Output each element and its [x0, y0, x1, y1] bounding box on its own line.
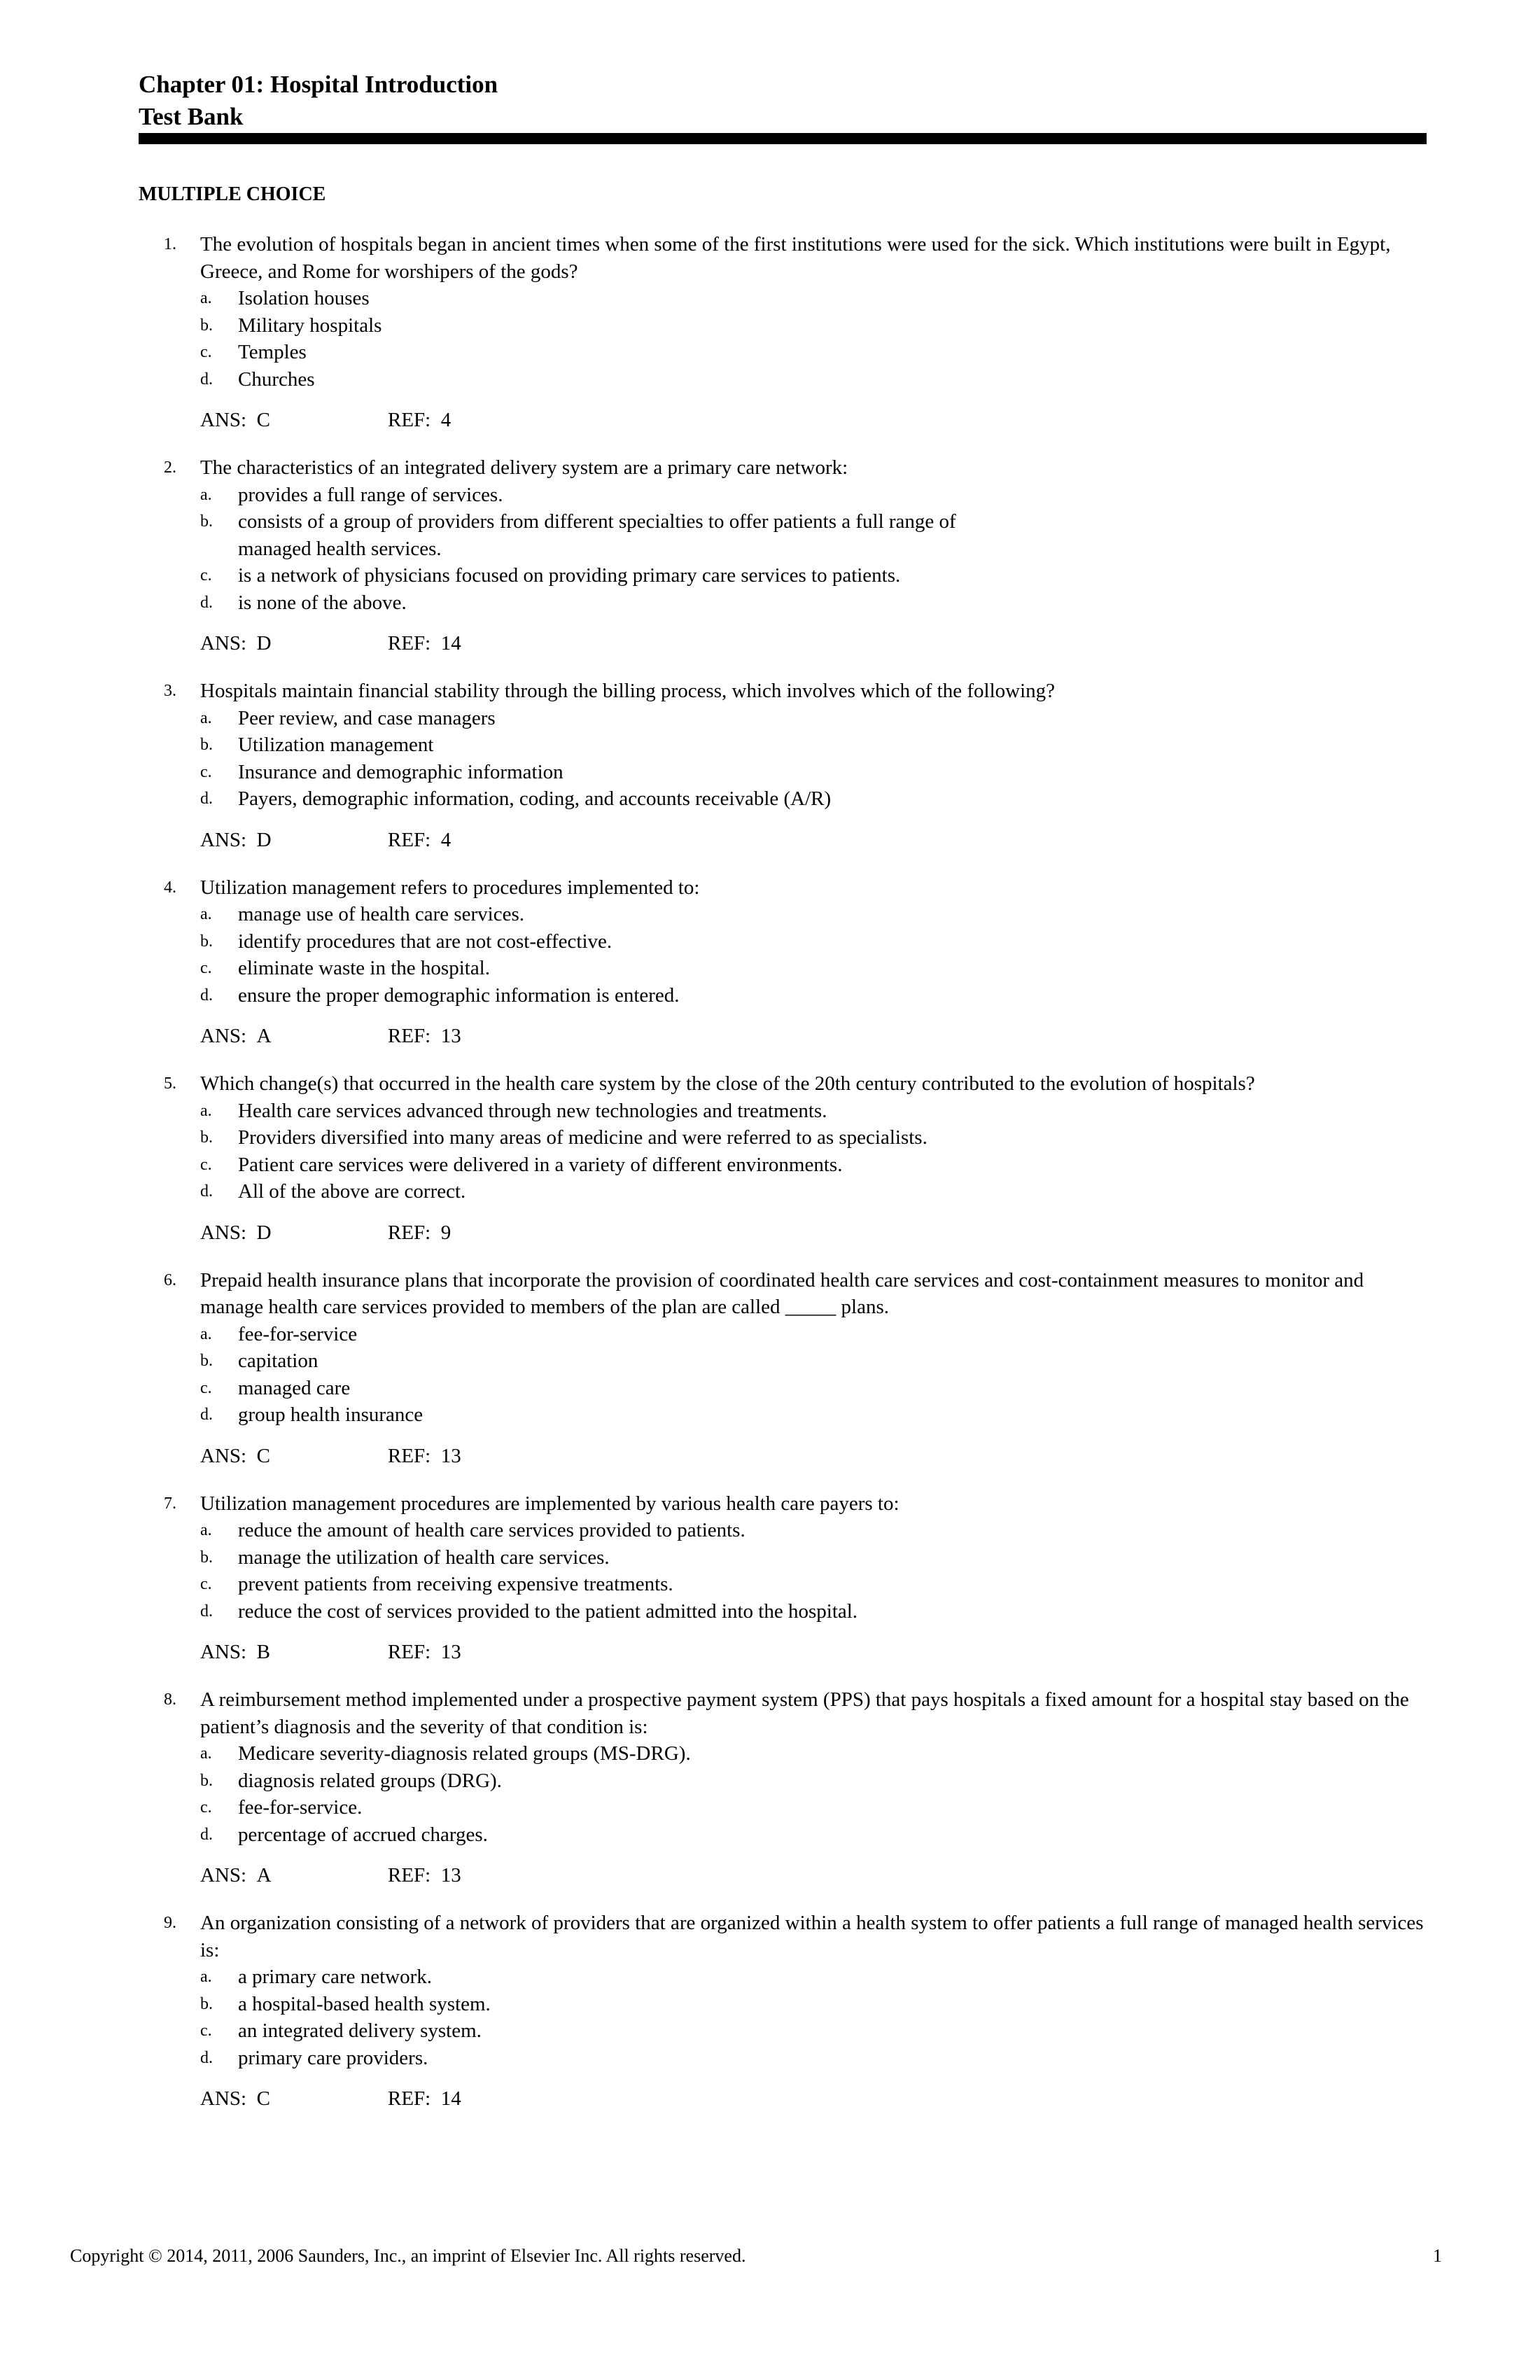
question-number: 8. — [164, 1690, 176, 1709]
question-number: 2. — [164, 458, 176, 477]
reference-prefix: REF: — [388, 1641, 431, 1663]
reference-value: 13 — [440, 1444, 461, 1467]
option-letter: c. — [200, 566, 212, 584]
answer-option — [200, 1152, 1427, 1179]
question-text: Utilization management procedures are implemented by various health care payers to: — [200, 1492, 899, 1515]
option-text: Medicare severity-diagnosis related groups (MS-DRG). — [238, 1742, 691, 1765]
option-letter: a. — [200, 289, 212, 307]
copyright-notice: Copyright © 2014, 2011, 2006 Saunders, Inc., an imprint of Elsevier Inc. All rights reserved. — [70, 2246, 746, 2266]
answer-option — [200, 901, 1427, 928]
answer-option — [200, 339, 1427, 366]
option-text: diagnosis related groups (DRG). — [238, 1769, 502, 1792]
answer-key — [200, 1443, 388, 1470]
option-letter: c. — [200, 343, 212, 361]
answer-prefix: ANS: — [200, 632, 247, 654]
option-letter: c. — [200, 2022, 212, 2040]
option-text: percentage of accrued charges. — [238, 1823, 488, 1846]
option-text: reduce the amount of health care services provided to patients. — [238, 1519, 746, 1541]
reference-prefix: REF: — [388, 1864, 431, 1886]
option-text: a primary care network. — [238, 1966, 432, 1988]
answer-value: B — [256, 1641, 270, 1663]
reference-value: 13 — [440, 1025, 461, 1047]
reference-prefix: REF: — [388, 1444, 431, 1467]
option-text: Insurance and demographic information — [238, 760, 564, 783]
option-letter: b. — [200, 316, 213, 335]
answer-prefix: ANS: — [200, 1444, 247, 1467]
answer-options — [200, 285, 1427, 393]
document-subtitle: Test Bank — [139, 103, 244, 130]
answer-option — [200, 1178, 1427, 1205]
answer-key — [200, 1862, 388, 1889]
option-text: Churches — [238, 368, 315, 391]
reference-prefix: REF: — [388, 828, 431, 851]
option-letter: d. — [200, 370, 213, 388]
answer-value: C — [256, 409, 270, 431]
option-letter: b. — [200, 1352, 213, 1370]
answer-options — [200, 705, 1427, 813]
answer-options — [200, 1963, 1427, 2071]
option-text: a hospital-based health system. — [238, 1992, 491, 2015]
answer-prefix: ANS: — [200, 2087, 247, 2110]
option-text: consists of a group of providers from different specialties to offer patients a full range of managed health services. — [238, 510, 956, 560]
reference-value: 4 — [440, 409, 451, 431]
answer-option — [200, 2017, 1427, 2045]
answer-prefix: ANS: — [200, 1864, 247, 1886]
reference-value: 14 — [440, 632, 461, 654]
option-text: an integrated delivery system. — [238, 2019, 482, 2042]
chapter-title: Chapter 01: Hospital Introduction — [139, 71, 498, 98]
answer-value: D — [256, 828, 272, 851]
question-text: Utilization management refers to procedures implemented to: — [200, 876, 700, 899]
option-letter: a. — [200, 1968, 212, 1986]
option-letter: b. — [200, 932, 213, 951]
reference — [388, 632, 461, 654]
reference-value: 13 — [440, 1864, 461, 1886]
answer-key-line — [200, 630, 1427, 657]
answer-option — [200, 1098, 1427, 1125]
option-text: All of the above are correct. — [238, 1180, 466, 1203]
question-text: The evolution of hospitals began in ancient times when some of the first institutions were used for the sick. Which institutions were built in Egypt, Greece, and Rome for worshipers of the gods? — [200, 233, 1391, 283]
option-text: is none of the above. — [238, 591, 407, 614]
page-header — [139, 69, 1427, 133]
option-text: reduce the cost of services provided to the patient admitted into the hospital. — [238, 1600, 858, 1623]
option-text: Patient care services were delivered in a variety of different environments. — [238, 1153, 843, 1176]
option-letter: d. — [200, 1602, 213, 1620]
question-item — [139, 678, 1427, 853]
option-text: Isolation houses — [238, 287, 370, 309]
answer-prefix: ANS: — [200, 1221, 247, 1244]
option-text: eliminate waste in the hospital. — [238, 957, 490, 979]
answer-option — [200, 759, 1427, 786]
reference-prefix: REF: — [388, 2087, 431, 2110]
answer-value: A — [256, 1864, 272, 1886]
reference — [388, 829, 451, 851]
answer-option — [200, 1517, 1427, 1544]
question-text: The characteristics of an integrated delivery system are a primary care network: — [200, 456, 848, 479]
option-letter: c. — [200, 1575, 212, 1593]
question-number: 7. — [164, 1494, 176, 1513]
option-text: Temples — [238, 341, 307, 363]
reference-value: 14 — [440, 2087, 461, 2110]
option-text: Military hospitals — [238, 314, 382, 337]
option-letter: c. — [200, 959, 212, 977]
question-text: Which change(s) that occurred in the health care system by the close of the 20th century contributed to the evolution of hospitals? — [200, 1072, 1255, 1095]
reference — [388, 2087, 461, 2110]
question-number: 4. — [164, 878, 176, 897]
option-text: identify procedures that are not cost-effective. — [238, 930, 612, 953]
answer-prefix: ANS: — [200, 828, 247, 851]
question-item — [139, 1910, 1427, 2112]
option-text: manage the utilization of health care services. — [238, 1546, 610, 1569]
answer-key-line — [200, 1023, 1427, 1049]
option-text: capitation — [238, 1350, 318, 1372]
reference-prefix: REF: — [388, 632, 431, 654]
answer-option — [200, 1821, 1427, 1849]
answer-option — [200, 982, 1427, 1009]
option-letter: d. — [200, 2048, 213, 2067]
reference — [388, 1025, 461, 1047]
reference-prefix: REF: — [388, 1025, 431, 1047]
option-letter: a. — [200, 1324, 212, 1343]
option-text: group health insurance — [238, 1404, 424, 1426]
option-letter: c. — [200, 1378, 212, 1397]
answer-value: D — [256, 632, 272, 654]
answer-option — [200, 732, 1427, 759]
option-text: primary care providers. — [238, 2046, 428, 2069]
answer-value: D — [256, 1221, 272, 1244]
reference-value: 9 — [440, 1221, 451, 1244]
answer-options — [200, 482, 1427, 617]
answer-option — [200, 482, 1427, 509]
answer-option — [200, 589, 1427, 617]
option-letter: c. — [200, 1798, 212, 1816]
answer-option — [200, 1375, 1427, 1402]
answer-options — [200, 1740, 1427, 1848]
option-letter: d. — [200, 790, 213, 808]
question-item — [139, 1267, 1427, 1469]
option-letter: d. — [200, 593, 213, 612]
answer-option — [200, 1963, 1427, 1991]
answer-value: C — [256, 2087, 270, 2110]
question-number: 1. — [164, 235, 176, 253]
reference — [388, 1864, 461, 1886]
answer-option — [200, 1401, 1427, 1429]
answer-options — [200, 901, 1427, 1009]
reference — [388, 1222, 451, 1244]
answer-option — [200, 1321, 1427, 1348]
answer-option — [200, 1740, 1427, 1768]
option-letter: d. — [200, 1182, 213, 1200]
answer-option — [200, 1794, 1427, 1821]
question-list — [139, 231, 1427, 2133]
option-letter: a. — [200, 708, 212, 727]
option-text: is a network of physicians focused on providing primary care services to patients. — [238, 564, 901, 587]
answer-key — [200, 1639, 388, 1666]
option-letter: b. — [200, 1994, 213, 2013]
option-letter: a. — [200, 905, 212, 923]
option-text: ensure the proper demographic information is entered. — [238, 983, 680, 1007]
option-text: provides a full range of services. — [238, 483, 503, 506]
option-letter: b. — [200, 512, 213, 531]
answer-option — [200, 312, 1427, 340]
answer-key-line — [200, 827, 1427, 853]
option-text: fee-for-service. — [238, 1796, 363, 1819]
answer-value: C — [256, 1444, 270, 1467]
question-item — [139, 874, 1427, 1050]
page-number: 1 — [1433, 2246, 1442, 2266]
answer-option — [200, 2045, 1427, 2072]
question-item — [139, 454, 1427, 657]
option-letter: a. — [200, 1744, 212, 1763]
option-letter: b. — [200, 736, 213, 754]
answer-key — [200, 407, 388, 434]
answer-key — [200, 2085, 388, 2113]
option-text: Health care services advanced through new technologies and treatments. — [238, 1099, 827, 1122]
header-rule — [139, 133, 1427, 144]
answer-option — [200, 1991, 1427, 2018]
answer-prefix: ANS: — [200, 1025, 247, 1047]
question-text: An organization consisting of a network of providers that are organized within a health system to offer patients a full range of managed health services is: — [200, 1912, 1424, 1961]
answer-option — [200, 955, 1427, 982]
answer-value: A — [256, 1025, 272, 1047]
answer-option — [200, 1348, 1427, 1375]
answer-options — [200, 1098, 1427, 1205]
section-heading: MULTIPLE CHOICE — [139, 183, 326, 205]
question-item — [139, 1686, 1427, 1889]
question-number: 6. — [164, 1270, 176, 1289]
answer-prefix: ANS: — [200, 409, 247, 431]
option-letter: c. — [200, 762, 212, 781]
answer-option — [200, 705, 1427, 732]
reference-value: 13 — [440, 1641, 461, 1663]
option-letter: b. — [200, 1548, 213, 1567]
answer-option — [200, 366, 1427, 393]
answer-option — [200, 1768, 1427, 1795]
answer-key — [200, 1219, 388, 1247]
reference — [388, 1445, 461, 1467]
answer-option — [200, 1598, 1427, 1625]
answer-option — [200, 1124, 1427, 1152]
option-letter: b. — [200, 1128, 213, 1147]
answer-key-line — [200, 1443, 1427, 1469]
reference — [388, 409, 451, 431]
option-text: managed care — [238, 1376, 351, 1399]
option-text: prevent patients from receiving expensive treatments. — [238, 1573, 673, 1595]
option-text: fee-for-service — [238, 1322, 358, 1345]
option-letter: d. — [200, 986, 213, 1004]
option-letter: d. — [200, 1406, 213, 1424]
question-number: 5. — [164, 1074, 176, 1093]
answer-key-line — [200, 1639, 1427, 1665]
answer-key-line — [200, 1219, 1427, 1246]
answer-option — [200, 1571, 1427, 1598]
answer-prefix: ANS: — [200, 1641, 247, 1663]
option-letter: c. — [200, 1155, 212, 1174]
option-text: Peer review, and case managers — [238, 706, 496, 729]
answer-option — [200, 928, 1427, 955]
answer-key-line — [200, 407, 1427, 433]
answer-key — [200, 827, 388, 854]
answer-key-line — [200, 1862, 1427, 1889]
reference-prefix: REF: — [388, 1221, 431, 1244]
answer-key — [200, 630, 388, 657]
question-text: A reimbursement method implemented under a prospective payment system (PPS) that pays hospitals a fixed amount for a hospital stay based on the patient’s diagnosis and the severity of that condition is: — [200, 1688, 1409, 1738]
question-item — [139, 1490, 1427, 1666]
question-text: Prepaid health insurance plans that incorporate the provision of coordinated health care services and cost-containment measures to monitor and manage health care services provided to members of the plan are called _____ plans. — [200, 1268, 1364, 1318]
answer-option — [200, 285, 1427, 312]
answer-option — [200, 508, 1427, 562]
answer-option — [200, 1544, 1427, 1572]
option-text: Utilization management — [238, 734, 434, 756]
question-number: 3. — [164, 682, 176, 700]
option-letter: a. — [200, 1521, 212, 1539]
answer-options — [200, 1321, 1427, 1429]
option-letter: d. — [200, 1825, 213, 1844]
option-text: Payers, demographic information, coding, and accounts receivable (A/R) — [238, 788, 832, 810]
option-text: manage use of health care services. — [238, 903, 525, 925]
reference-value: 4 — [440, 828, 451, 851]
option-letter: b. — [200, 1771, 213, 1790]
answer-option — [200, 785, 1427, 813]
question-item — [139, 231, 1427, 433]
question-item — [139, 1070, 1427, 1246]
question-number: 9. — [164, 1914, 176, 1932]
question-text: Hospitals maintain financial stability through the billing process, which involves which of the following? — [200, 680, 1056, 702]
answer-option — [200, 562, 1427, 589]
answer-key-line — [200, 2085, 1427, 2112]
option-letter: a. — [200, 485, 212, 504]
reference-prefix: REF: — [388, 409, 431, 431]
answer-options — [200, 1517, 1427, 1625]
reference — [388, 1641, 461, 1663]
option-letter: a. — [200, 1101, 212, 1120]
option-text: Providers diversified into many areas of medicine and were referred to as specialists. — [238, 1126, 927, 1149]
answer-key — [200, 1023, 388, 1050]
